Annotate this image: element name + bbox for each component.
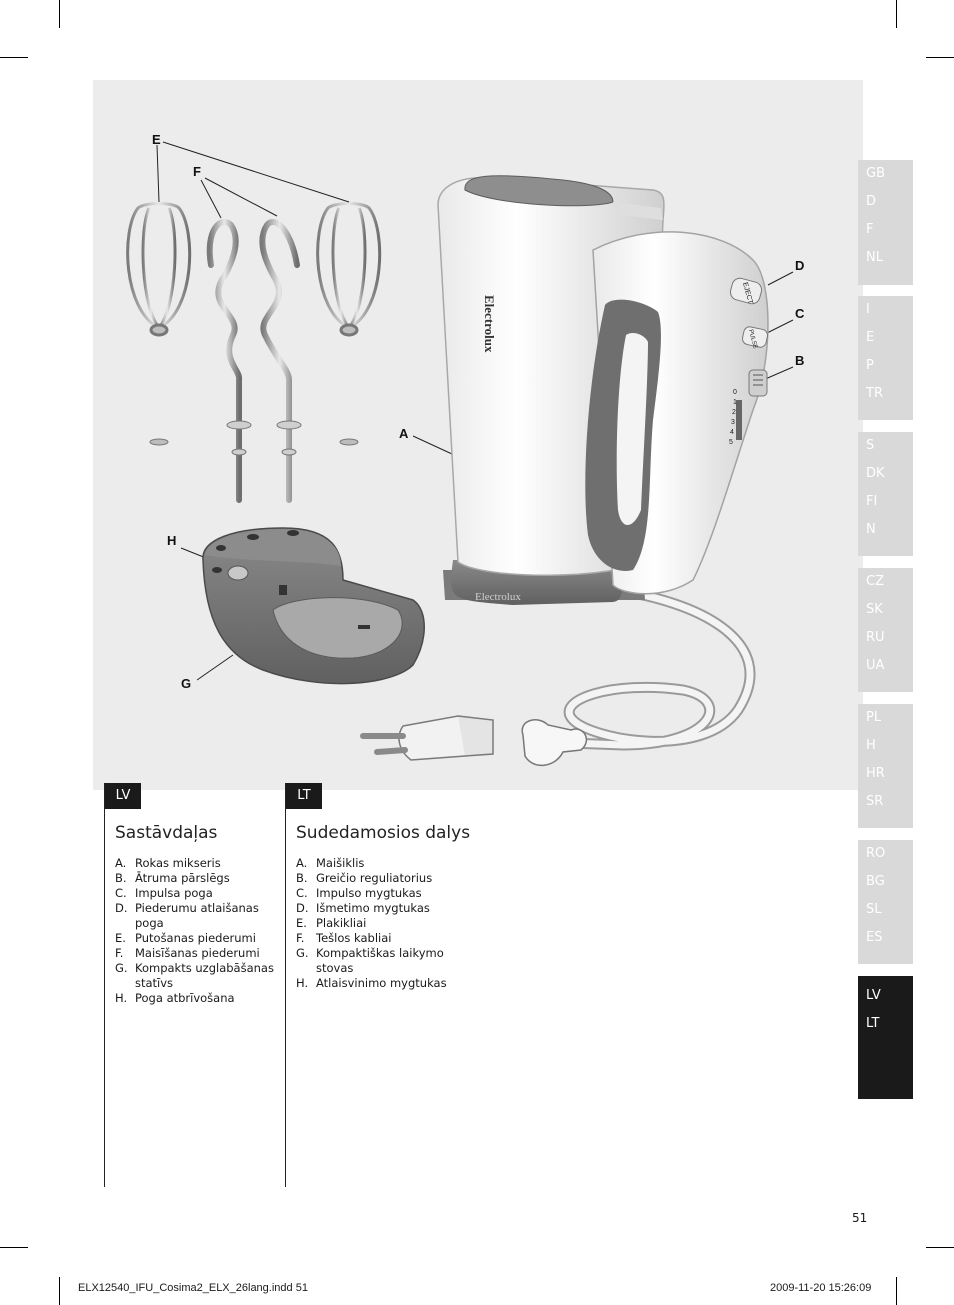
list-item [115,931,280,946]
list-item [115,856,280,871]
list-item [296,871,466,886]
speed-mark: 5 [729,439,733,446]
item-key: G. [115,961,128,975]
item-key: D. [296,901,309,915]
item-key: E. [296,916,307,930]
item-key: C. [296,886,308,900]
column-rule-lv [104,783,105,1187]
language-badge-lv: LV [105,783,141,809]
column-rule-lt [285,783,286,1187]
speed-mark: 0 [733,389,737,396]
crop-mark [0,57,28,58]
crop-mark [59,1277,60,1305]
page-number: 51 [852,1211,868,1225]
list-item [296,916,466,931]
crop-mark [59,0,60,28]
item-key: H. [296,976,309,990]
item-key: C. [115,886,127,900]
item-text: Ātruma pārslēgs [135,871,230,885]
item-text: Rokas mikseris [135,856,221,870]
language-code-dk[interactable]: DK [866,466,885,481]
callout-h: H [167,533,177,548]
list-item [296,931,466,946]
language-code-sl[interactable]: SL [866,902,882,917]
language-tab-group-2[interactable] [858,296,913,420]
language-code-es[interactable]: ES [866,930,883,945]
parts-list-lt [296,856,466,991]
callout-c: C [795,306,805,321]
item-key: A. [296,856,308,870]
item-text: Greičio reguliatorius [316,871,433,885]
speed-mark: 4 [730,429,734,436]
pulse-button-label: PULSE [747,328,758,350]
list-item [115,991,280,1006]
callout-b: B [795,353,805,368]
item-text: Plakikliai [316,916,367,930]
item-text: Kompaktiškas laikymo stovas [316,946,444,975]
language-code-pl[interactable]: PL [866,710,882,725]
language-badge-lt: LT [286,783,322,809]
crop-mark [926,1247,954,1248]
crop-mark [926,57,954,58]
item-text: Piederumu atlaišanas poga [135,901,259,930]
language-code-lt[interactable]: LT [866,1016,880,1031]
list-item [296,976,466,991]
item-text: Putošanas piederumi [135,931,256,945]
item-text: Impulso mygtukas [316,886,422,900]
item-text: Tešlos kabliai [316,931,392,945]
language-code-i[interactable]: I [866,302,870,317]
language-tab-group-6[interactable] [858,840,913,964]
brand-logo-base: Electrolux [475,591,521,603]
list-item [296,901,466,916]
speed-mark: 3 [731,419,735,426]
language-code-hr[interactable]: HR [866,766,885,781]
crop-mark [896,1277,897,1305]
item-key: B. [296,871,308,885]
language-code-h[interactable]: H [866,738,876,753]
item-text: Maisīšanas piederumi [135,946,260,960]
crop-mark [896,0,897,28]
item-key: E. [115,931,126,945]
language-tab-group-5[interactable] [858,704,913,828]
list-item [115,901,280,931]
language-code-fi[interactable]: FI [866,494,878,509]
language-code-bg[interactable]: BG [866,874,885,889]
callout-a: A [399,426,409,441]
crop-mark [0,1247,28,1248]
callout-d: D [795,258,805,273]
list-item [296,856,466,871]
language-tab-group-3[interactable] [858,432,913,556]
language-code-p[interactable]: P [866,358,874,373]
language-code-ro[interactable]: RO [866,846,886,861]
hand-mixer-drawing [93,80,863,790]
item-text: Impulsa poga [135,886,213,900]
language-code-n[interactable]: N [866,522,876,537]
footer-file-name: ELX12540_IFU_Cosima2_ELX_26lang.indd 51 [78,1282,308,1294]
speed-mark: 2 [732,409,736,416]
product-illustration [93,80,863,790]
parts-list-lv [115,856,280,1006]
language-tab-group-1[interactable] [858,160,913,285]
list-item [115,961,280,991]
item-key: A. [115,856,127,870]
language-tab-group-7-active[interactable] [858,976,913,1099]
language-code-s[interactable]: S [866,438,875,453]
language-code-cz[interactable]: CZ [866,574,884,589]
release-button-drawing [228,566,248,580]
section-title-lv: Sastāvdaļas [115,823,218,843]
item-text: Atlaisvinimo mygtukas [316,976,447,990]
item-key: H. [115,991,128,1005]
item-text: Išmetimo mygtukas [316,901,430,915]
callout-e: E [152,132,161,147]
item-key: G. [296,946,309,960]
callout-f: F [193,164,201,179]
language-code-d[interactable]: D [866,194,877,209]
item-key: B. [115,871,127,885]
list-item [115,886,280,901]
language-code-lv[interactable]: LV [866,988,881,1003]
language-code-f[interactable]: F [866,222,874,237]
language-code-e[interactable]: E [866,330,875,345]
language-code-ru[interactable]: RU [866,630,885,645]
list-item [115,946,280,961]
list-item [296,946,466,976]
language-code-sr[interactable]: SR [866,794,884,809]
item-text: Poga atbrīvošana [135,991,235,1005]
item-text: Kompakts uzglabāšanas statīvs [135,961,274,990]
item-key: F. [296,931,305,945]
eject-button-label: EJECT [741,281,754,305]
list-item [115,871,280,886]
callout-g: G [181,676,192,691]
language-code-ua[interactable]: UA [866,658,885,673]
footer-timestamp: 2009-11-20 15:26:09 [770,1282,872,1294]
list-item [296,886,466,901]
language-tab-group-4[interactable] [858,568,913,692]
speed-mark: 1 [733,399,737,406]
section-title-lt: Sudedamosios dalys [296,823,471,843]
language-code-tr[interactable]: TR [866,386,883,401]
language-code-gb[interactable]: GB [866,166,885,181]
item-key: D. [115,901,128,915]
language-code-sk[interactable]: SK [866,602,883,617]
item-key: F. [115,946,124,960]
item-text: Maišiklis [316,856,365,870]
language-code-nl[interactable]: NL [866,250,883,265]
brand-logo-body: Electrolux [482,295,497,353]
